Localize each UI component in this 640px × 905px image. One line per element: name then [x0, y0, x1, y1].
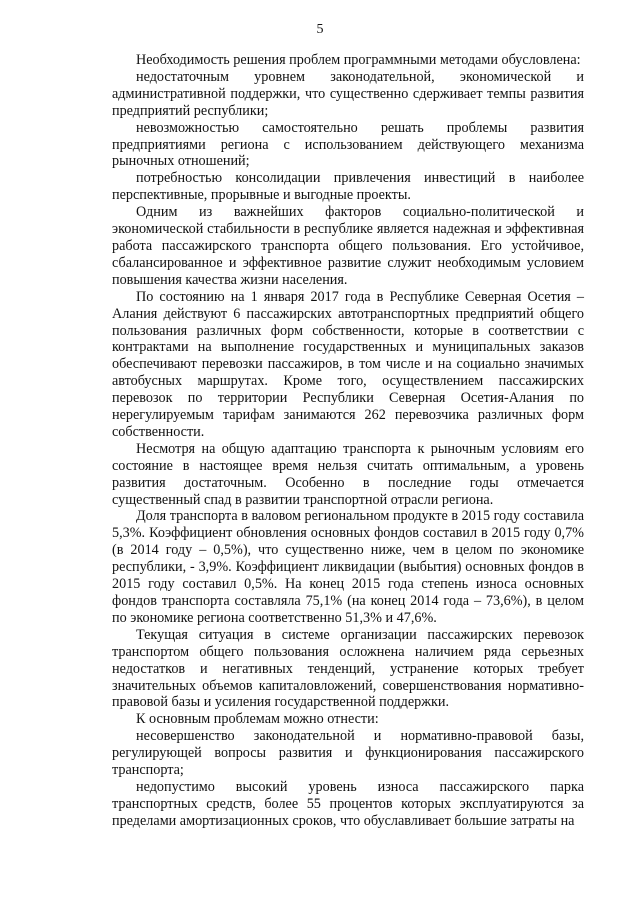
paragraph-intro: Необходимость решения проблем программными методами обусловлена: [136, 52, 581, 68]
paragraph-reason-support: недостаточным уровнем законодательной, экономической и административной поддержки, что существенно сдерживает темпы развития предприятий республики; [112, 68, 584, 119]
paragraph-problem-legislation: несовершенство законодательной и нормативно-правовой базы, регулирующей вопросы развития и функционирования пассажирского транспорта; [112, 728, 584, 779]
paragraph-reason-investment: потребностью консолидации привлечения инвестиций в наиболее перспективные, прорывные и выгодные проекты. [112, 170, 584, 204]
document-body [112, 52, 584, 830]
paragraph-problem-fleet: недопустимо высокий уровень износа пассажирского парка транспортных средств, более 55 процентов которых эксплуатируются за пределами амортизационных сроков, что обуславливает большие затраты на [112, 778, 584, 829]
paragraph-reason-market: невозможностью самостоятельно решать проблемы развития предприятиями региона с использованием действующего механизма рыночных отношений; [112, 119, 584, 170]
paragraph-statistics: Доля транспорта в валовом региональном продукте в 2015 году составила 5,3%. Коэффициент обновления основных фондов составил в 2015 году 0,7% (в 2014 году – 0,5%), что существенно ниже, чем в целом по экономике республики, - 3,9%. Коэффициент ликвидации (выбытия) основных фондов в 2015 году составил 0,5%. На конец 2015 года степень износа основных фондов транспорта составляла 75,1% (на конец 2014 года – 73,6%), в целом по экономике региона соответственно 51,3% и 47,6%. [112, 508, 584, 626]
paragraph-adaptation: Несмотря на общую адаптацию транспорта к рыночным условиям его состояние в настоящее время нельзя считать оптимальным, а уровень развития достаточным. Особенно в последние годы отмечается существенный спад в развитии транспортной отрасли региона. [112, 440, 584, 508]
paragraph-stability: Одним из важнейших факторов социально-политической и экономической стабильности в республике является надежная и эффективная работа пассажирского транспорта общего пользования. Его устойчивое, сбалансированное и эффективное развитие служит необходимым условием повышения качества жизни населения. [112, 204, 584, 288]
paragraph-problems-intro: К основным проблемам можно отнести: [136, 711, 379, 728]
paragraph-enterprises: По состоянию на 1 января 2017 года в Республике Северная Осетия – Алания действуют 6 пассажирских автотранспортных предприятий общего пользования различных форм собственности, которые в соответствии с контрактами на выполнение государственных и муниципальных заказов обеспечивают перевозки пассажиров, в том числе и на социально значимых автобусных маршрутах. Кроме того, осуществлением пассажирских перевозок по территории Республики Северная Осетия-Алания по нерегулируемым тарифам занимаются 262 перевозчика различных форм собственности. [112, 288, 584, 440]
paragraph-current-situation: Текущая ситуация в системе организации пассажирских перевозок транспортом общего пользования осложнена наличием ряда серьезных недостатков и негативных тенденций, устранение которых требует значительных объемов капиталовложений, совершенствования нормативно-правовой базы и усиления государственной поддержки. [112, 626, 584, 711]
page-number: 5 [316, 22, 324, 37]
